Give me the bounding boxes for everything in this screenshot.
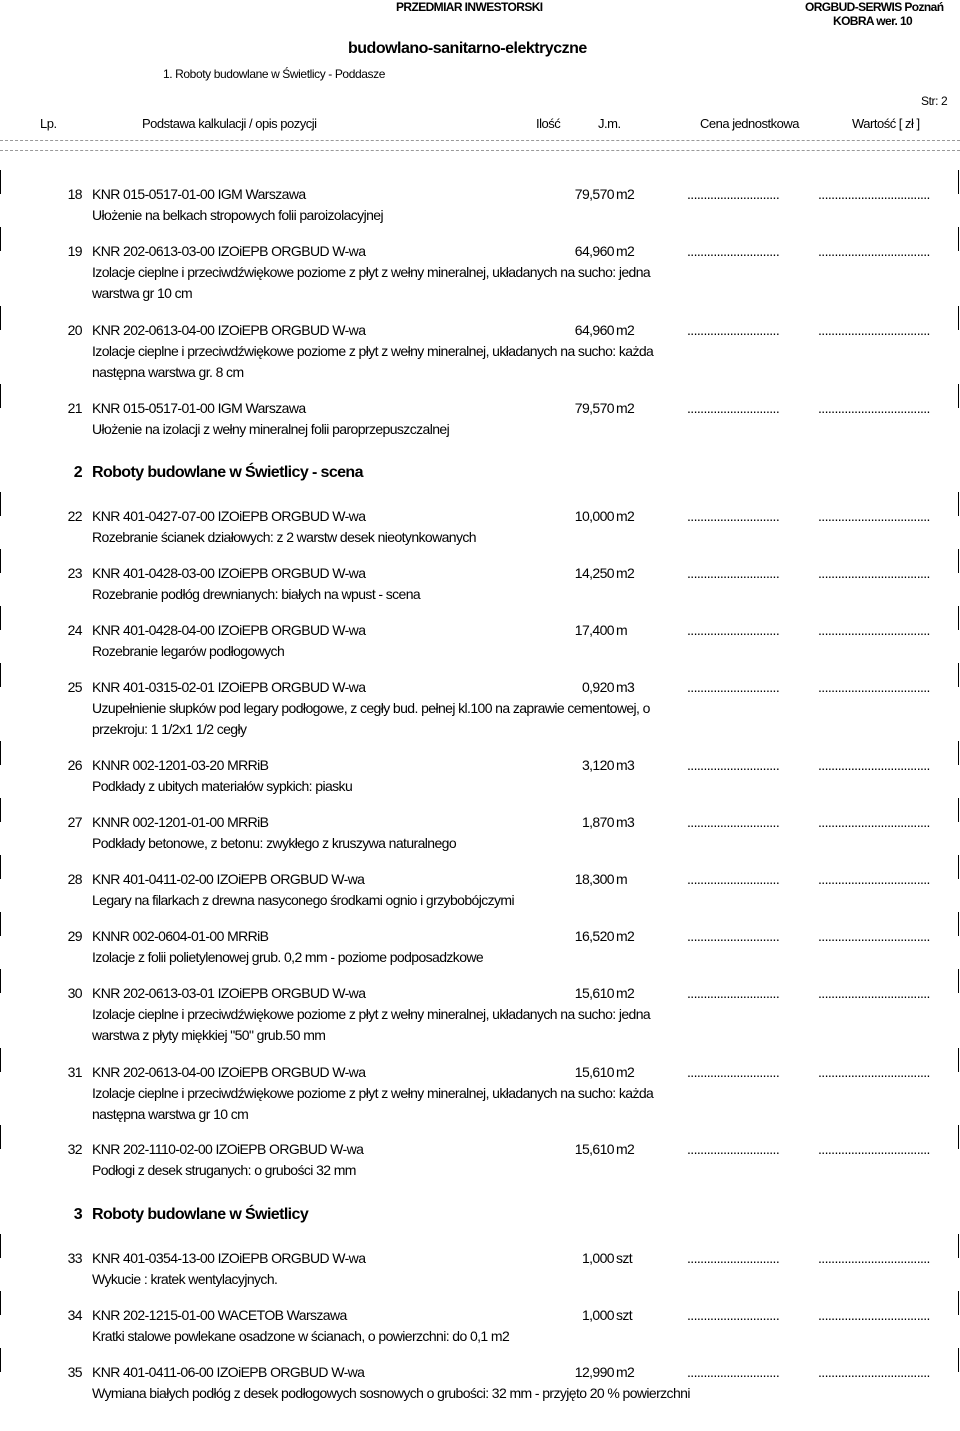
item-quantity: 15,610 xyxy=(574,1141,614,1157)
item-value: .................................. xyxy=(818,679,930,695)
item-number: 29 xyxy=(67,928,82,944)
item-quantity: 14,250 xyxy=(574,565,614,581)
item-description: Rozebranie legarów podłogowych xyxy=(92,643,285,659)
row-marker xyxy=(952,855,959,879)
row-marker xyxy=(952,1125,959,1149)
item-unit: m2 xyxy=(616,1141,635,1157)
row-marker xyxy=(952,1348,959,1372)
header-separator xyxy=(0,150,960,151)
item-basis: KNR 202-0613-04-00 IZOiEPB ORGBUD W-wa xyxy=(92,1064,366,1080)
row-marker xyxy=(952,227,959,251)
item-quantity: 18,300 xyxy=(574,871,614,887)
item-value: .................................. xyxy=(818,1064,930,1080)
item-unit: m3 xyxy=(616,814,635,830)
item-quantity: 12,990 xyxy=(574,1364,614,1380)
item-quantity: 15,610 xyxy=(574,985,614,1001)
row-marker xyxy=(0,1291,7,1315)
item-description: Izolacje cieplne i przeciwdźwiękowe poziome z płyt z wełny mineralnej, układanych na sucho: każda następna warstwa gr. 8 cm xyxy=(92,343,654,380)
document-title: budowlano-sanitarno-elektryczne xyxy=(348,40,587,57)
item-basis: KNNR 002-0604-01-00 MRRiB xyxy=(92,928,269,944)
item-basis: KNR 401-0315-02-01 IZOiEPB ORGBUD W-wa xyxy=(92,679,366,695)
item-price: ............................ xyxy=(687,1307,780,1323)
item-number: 33 xyxy=(67,1250,82,1266)
item-description: Ułożenie na izolacji z wełny mineralnej folii paroprzepuszczalnej xyxy=(92,421,450,437)
section-name: Roboty budowlane w Świetlicy - scena xyxy=(92,464,363,481)
row-marker xyxy=(0,912,7,936)
row-marker xyxy=(0,384,7,408)
item-description: Izolacje cieplne i przeciwdźwiękowe poziome z płyt z wełny mineralnej, układanych na sucho: każda następna warstwa gr 10 cm xyxy=(92,1085,654,1122)
software-version: KOBRA wer. 10 xyxy=(833,14,913,28)
row-marker xyxy=(0,549,7,573)
item-basis: KNR 401-0354-13-00 IZOiEPB ORGBUD W-wa xyxy=(92,1250,366,1266)
item-value: .................................. xyxy=(818,243,930,259)
document-subtitle: 1. Roboty budowlane w Świetlicy - Poddasze xyxy=(163,67,385,81)
row-marker xyxy=(952,492,959,516)
item-number: 32 xyxy=(67,1141,82,1157)
item-price: ............................ xyxy=(687,322,780,338)
item-value: .................................. xyxy=(818,928,930,944)
item-price: ............................ xyxy=(687,871,780,887)
item-description: Podkłady betonowe, z betonu: zwykłego z kruszywa naturalnego xyxy=(92,835,457,851)
item-quantity: 15,610 xyxy=(574,1064,614,1080)
item-description: Podłogi z desek struganych: o grubości 32 mm xyxy=(92,1162,356,1178)
item-number: 34 xyxy=(67,1307,82,1323)
item-price: ............................ xyxy=(687,565,780,581)
item-unit: m2 xyxy=(616,985,635,1001)
item-basis: KNR 202-1215-01-00 WACETOB Warszawa xyxy=(92,1307,347,1323)
row-marker xyxy=(952,741,959,765)
item-number: 20 xyxy=(67,322,82,338)
row-marker xyxy=(0,663,7,687)
item-number: 35 xyxy=(67,1364,82,1380)
item-price: ............................ xyxy=(687,400,780,416)
item-basis: KNR 202-1110-02-00 IZOiEPB ORGBUD W-wa xyxy=(92,1141,364,1157)
header-separator xyxy=(0,140,960,141)
item-quantity: 64,960 xyxy=(574,243,614,259)
item-description: Rozebranie podłóg drewnianych: białych na wpust - scena xyxy=(92,586,421,602)
item-basis: KNR 401-0411-06-00 IZOiEPB ORGBUD W-wa xyxy=(92,1364,365,1380)
row-marker xyxy=(952,969,959,993)
item-basis: KNR 015-0517-01-00 IGM Warszawa xyxy=(92,400,306,416)
page-number: Str: 2 xyxy=(921,94,948,108)
item-value: .................................. xyxy=(818,1250,930,1266)
item-quantity: 79,570 xyxy=(574,186,614,202)
item-quantity: 64,960 xyxy=(574,322,614,338)
row-marker xyxy=(952,606,959,630)
row-marker xyxy=(952,384,959,408)
item-value: .................................. xyxy=(818,1364,930,1380)
row-marker xyxy=(0,741,7,765)
column-lp: Lp. xyxy=(40,116,57,131)
item-unit: m2 xyxy=(616,1364,635,1380)
item-quantity: 17,400 xyxy=(574,622,614,638)
item-value: .................................. xyxy=(818,400,930,416)
item-value: .................................. xyxy=(818,1307,930,1323)
row-marker xyxy=(952,306,959,330)
row-marker xyxy=(0,1048,7,1072)
document-type: PRZEDMIAR INWESTORSKI xyxy=(396,0,543,14)
item-number: 30 xyxy=(67,985,82,1001)
column-unit: J.m. xyxy=(598,116,621,131)
item-unit: m2 xyxy=(616,400,635,416)
item-price: ............................ xyxy=(687,1364,780,1380)
item-basis: KNR 401-0411-02-00 IZOiEPB ORGBUD W-wa xyxy=(92,871,365,887)
item-value: .................................. xyxy=(818,985,930,1001)
item-quantity: 1,000 xyxy=(581,1307,614,1323)
row-marker xyxy=(952,1048,959,1072)
row-marker xyxy=(0,798,7,822)
item-unit: m2 xyxy=(616,243,635,259)
item-price: ............................ xyxy=(687,985,780,1001)
item-value: .................................. xyxy=(818,1141,930,1157)
item-basis: KNR 015-0517-01-00 IGM Warszawa xyxy=(92,186,306,202)
item-unit: m2 xyxy=(616,1064,635,1080)
item-unit: m2 xyxy=(616,928,635,944)
item-price: ............................ xyxy=(687,928,780,944)
item-quantity: 16,520 xyxy=(574,928,614,944)
row-marker xyxy=(0,1234,7,1258)
item-basis: KNR 401-0428-04-00 IZOiEPB ORGBUD W-wa xyxy=(92,622,366,638)
item-quantity: 3,120 xyxy=(581,757,614,773)
item-unit: m2 xyxy=(616,186,635,202)
item-description: Ułożenie na belkach stropowych folii paroizolacyjnej xyxy=(92,207,383,223)
item-basis: KNR 202-0613-03-00 IZOiEPB ORGBUD W-wa xyxy=(92,243,366,259)
row-marker xyxy=(952,912,959,936)
item-number: 21 xyxy=(67,400,82,416)
item-unit: m xyxy=(616,871,628,887)
item-value: .................................. xyxy=(818,757,930,773)
item-quantity: 79,570 xyxy=(574,400,614,416)
item-value: .................................. xyxy=(818,565,930,581)
item-number: 28 xyxy=(67,871,82,887)
row-marker xyxy=(0,306,7,330)
item-number: 31 xyxy=(67,1064,82,1080)
item-value: .................................. xyxy=(818,871,930,887)
item-price: ............................ xyxy=(687,757,780,773)
item-unit: m2 xyxy=(616,508,635,524)
item-quantity: 1,000 xyxy=(581,1250,614,1266)
row-marker xyxy=(952,1234,959,1258)
item-value: .................................. xyxy=(818,622,930,638)
row-marker xyxy=(952,663,959,687)
section-name: Roboty budowlane w Świetlicy xyxy=(92,1206,309,1223)
item-description: Podkłady z ubitych materiałów sypkich: piasku xyxy=(92,778,353,794)
item-price: ............................ xyxy=(687,186,780,202)
item-price: ............................ xyxy=(687,622,780,638)
item-number: 27 xyxy=(67,814,82,830)
item-basis: KNNR 002-1201-03-20 MRRiB xyxy=(92,757,269,773)
item-unit: m3 xyxy=(616,679,635,695)
item-unit: m xyxy=(616,622,628,638)
item-description: Uzupełnienie słupków pod legary podłogowe, z cegły bud. pełnej kl.100 na zaprawie cementowej, o przekroju: 1 1/2x1 1/2 cegły xyxy=(92,700,650,737)
row-marker xyxy=(952,1291,959,1315)
item-value: .................................. xyxy=(818,814,930,830)
item-number: 19 xyxy=(67,243,82,259)
item-description: Izolacje cieplne i przeciwdźwiękowe poziome z płyt z wełny mineralnej, układanych na sucho: jedna warstwa gr 10 cm xyxy=(92,264,651,301)
row-marker xyxy=(0,1348,7,1372)
item-price: ............................ xyxy=(687,243,780,259)
item-basis: KNR 202-0613-03-01 IZOiEPB ORGBUD W-wa xyxy=(92,985,366,1001)
item-basis: KNNR 002-1201-01-00 MRRiB xyxy=(92,814,269,830)
item-quantity: 0,920 xyxy=(581,679,614,695)
item-price: ............................ xyxy=(687,1064,780,1080)
item-number: 26 xyxy=(67,757,82,773)
item-unit: m2 xyxy=(616,322,635,338)
item-number: 24 xyxy=(67,622,82,638)
section-number: 2 xyxy=(73,464,82,481)
item-value: .................................. xyxy=(818,322,930,338)
row-marker xyxy=(952,549,959,573)
item-description: Wykucie : kratek wentylacyjnych. xyxy=(92,1271,278,1287)
column-value: Wartość [ zł ] xyxy=(852,116,920,131)
item-quantity: 10,000 xyxy=(574,508,614,524)
item-unit: szt xyxy=(616,1307,633,1323)
row-marker xyxy=(952,798,959,822)
item-price: ............................ xyxy=(687,1141,780,1157)
item-description: Izolacje cieplne i przeciwdźwiękowe poziome z płyt z wełny mineralnej, układanych na sucho: jedna warstwa z płyty miękkiej "50" grub.50 mm xyxy=(92,1006,651,1043)
item-price: ............................ xyxy=(687,1250,780,1266)
row-marker xyxy=(0,170,7,194)
column-qty: Ilość xyxy=(536,116,561,131)
item-value: .................................. xyxy=(818,508,930,524)
item-description: Wymiana białych podłóg z desek podłogowych sosnowych o grubości: 32 mm - przyjęto 20 % powierzchni xyxy=(92,1385,690,1401)
item-unit: m2 xyxy=(616,565,635,581)
item-number: 25 xyxy=(67,679,82,695)
row-marker xyxy=(952,170,959,194)
item-description: Kratki stalowe powlekane osadzone w ścianach, o powierzchni: do 0,1 m2 xyxy=(92,1328,510,1344)
item-description: Izolacje z folii polietylenowej grub. 0,2 mm - poziome podposadzkowe xyxy=(92,949,484,965)
item-description: Legary na filarkach z drewna nasyconego środkami ognio i grzybobójczymi xyxy=(92,892,514,908)
item-unit: szt xyxy=(616,1250,633,1266)
company-name: ORGBUD-SERWIS Poznań xyxy=(805,0,944,14)
item-number: 22 xyxy=(67,508,82,524)
item-number: 23 xyxy=(67,565,82,581)
item-price: ............................ xyxy=(687,508,780,524)
item-price: ............................ xyxy=(687,814,780,830)
item-basis: KNR 401-0427-07-00 IZOiEPB ORGBUD W-wa xyxy=(92,508,366,524)
item-basis: KNR 401-0428-03-00 IZOiEPB ORGBUD W-wa xyxy=(92,565,366,581)
row-marker xyxy=(0,227,7,251)
item-basis: KNR 202-0613-04-00 IZOiEPB ORGBUD W-wa xyxy=(92,322,366,338)
item-value: .................................. xyxy=(818,186,930,202)
row-marker xyxy=(0,855,7,879)
section-number: 3 xyxy=(73,1206,82,1223)
row-marker xyxy=(0,969,7,993)
item-unit: m3 xyxy=(616,757,635,773)
item-quantity: 1,870 xyxy=(581,814,614,830)
row-marker xyxy=(0,1125,7,1149)
item-description: Rozebranie ścianek działowych: z 2 warstw desek nieotynkowanych xyxy=(92,529,476,545)
item-number: 18 xyxy=(67,186,82,202)
item-price: ............................ xyxy=(687,679,780,695)
column-basis: Podstawa kalkulacji / opis pozycji xyxy=(142,116,317,131)
column-price: Cena jednostkowa xyxy=(700,116,799,131)
row-marker xyxy=(0,492,7,516)
row-marker xyxy=(0,606,7,630)
